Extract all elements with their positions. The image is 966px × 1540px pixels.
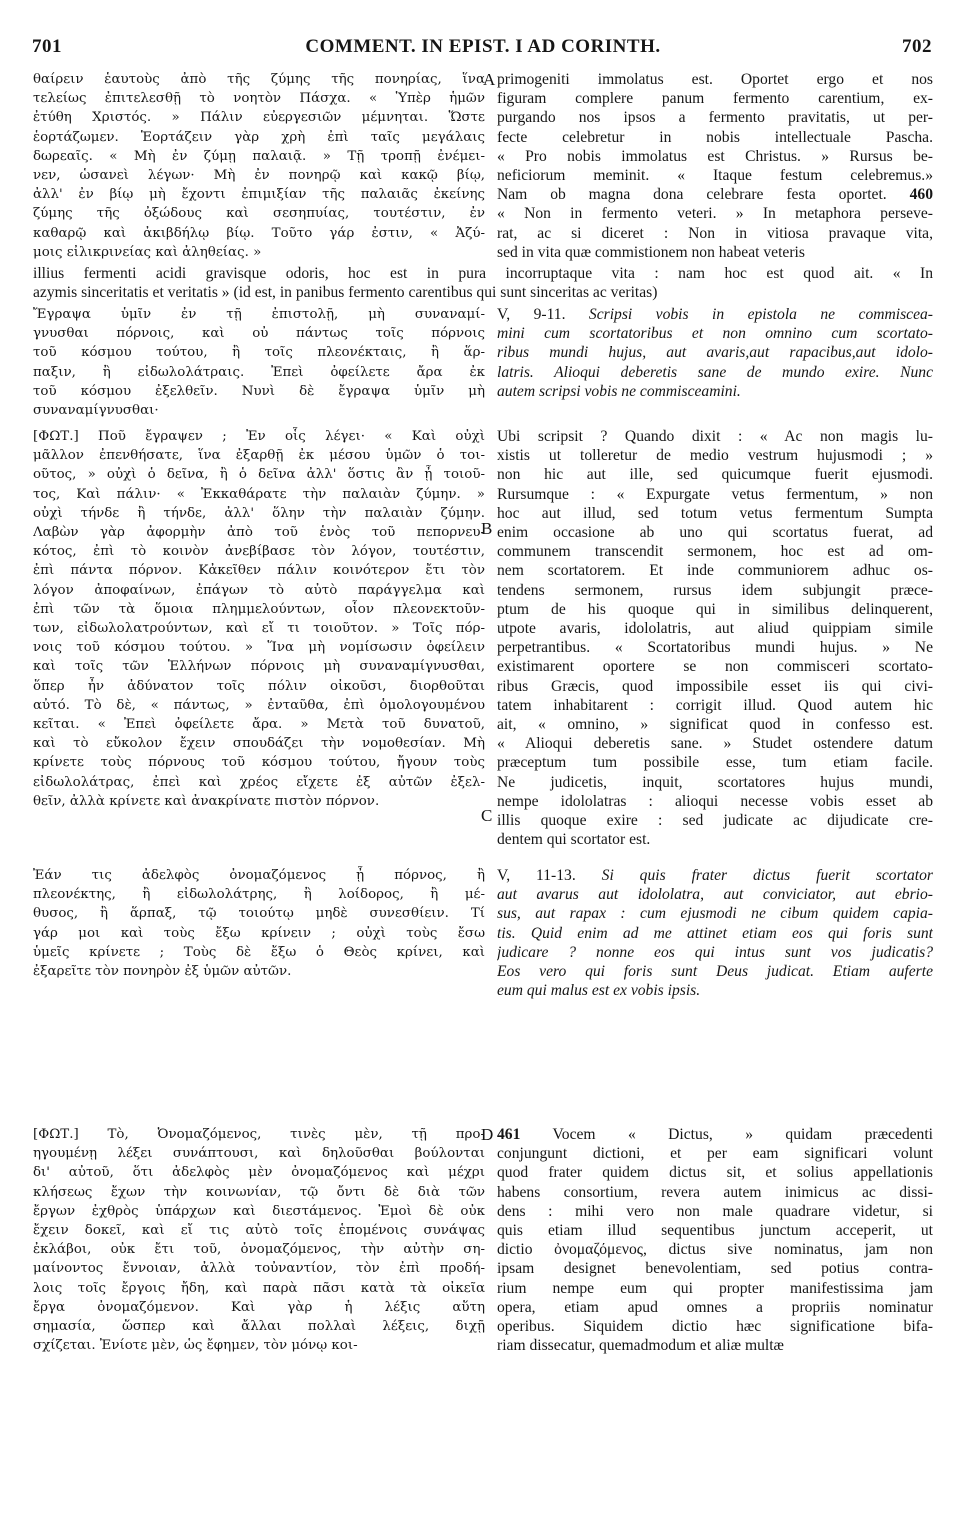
latin-column-block-4	[497, 866, 933, 1000]
text-line	[497, 485, 933, 504]
line-text: γάρ μοι καὶ τοὺς ἔξω κρίνειν ; οὐχὶ τοὺς ἔσω	[33, 925, 485, 941]
text-line	[33, 465, 485, 484]
text-line	[33, 1298, 485, 1317]
text-line	[33, 1240, 485, 1259]
text-line	[33, 305, 485, 324]
line-text: ἐξαρεῖτε τὸν πονηρὸν ἐξ ὑμῶν αὐτῶν.	[33, 964, 292, 980]
line-text: [ΦΩΤ.] Ποῦ ἔγραψεν ; Ἐν οἷς λέγει· « Καὶ οὐχὶ	[33, 429, 485, 444]
text-line	[33, 1336, 485, 1355]
page-number-right: 702	[902, 36, 932, 57]
text-line	[33, 108, 485, 127]
text-line	[33, 696, 485, 715]
line-text: præceptum tum possibile esse, tum etiam facile.	[497, 754, 933, 772]
line-text: τελείως ἐπιτελεσθῇ τὸ νοητὸν Πάσχα. « Ὑπὲρ ἡμῶν	[33, 91, 485, 107]
verse-reference: V, 11-13.	[497, 867, 602, 884]
text-line	[497, 324, 933, 343]
line-text: μοις εἰλικρινείας καὶ ἀληθείας. »	[33, 244, 262, 260]
text-line	[497, 1298, 933, 1317]
text-line	[497, 696, 933, 715]
text-line	[497, 885, 933, 904]
line-text: των, εἰδωλολατρούντων, καὶ εἴ τι τοιοῦτον. » Τοῖς πόρ-	[33, 621, 485, 637]
text-line	[497, 830, 933, 849]
text-line	[497, 1317, 933, 1336]
text-line	[33, 581, 485, 600]
text-line	[497, 89, 933, 108]
line-text: κεῖται. « Ἐπεὶ ὀφείλετε ἄρα. » Μετὰ τοῦ δυνατοῦ,	[33, 717, 485, 733]
line-text: οῦτος, » οὐχὶ ὁ δεῖνα, ἢ ὁ δεῖνα ἀλλ' ὅστις ἂν ᾖ τοιοῦ-	[33, 467, 485, 483]
text-line	[497, 465, 933, 484]
line-text: nem scortatorem. Et inde communiorem adhuc os-	[497, 562, 933, 580]
text-line	[497, 305, 933, 324]
line-text: συναναμίγνυσθαι·	[33, 403, 159, 419]
line-text: νεν, ὡσανεὶ λέγων· Μὴ ἐν πονηρῷ καὶ κακῷ βίῳ,	[33, 168, 485, 184]
margin-letter-c: C	[481, 806, 493, 825]
line-text: παξιν, ἢ εἰδωλολάτραις. Ἐπεὶ ὀφείλετε ἄρα ἐκ	[33, 364, 485, 380]
margin-letter-d: D	[481, 1125, 494, 1144]
text-line	[497, 128, 933, 147]
text-line	[33, 600, 485, 619]
line-text: [ΦΩΤ.] Τὸ, Ὀνομαζόμενος, τινὲς μὲν, τῇ προ-	[33, 1127, 485, 1142]
latin-column-block-3	[497, 427, 933, 849]
line-text: ribus Græcis, quod impossibile esset iis qui civi-	[497, 677, 933, 695]
text-line	[497, 204, 933, 223]
line-text: aut avarus aut idololatra, aut conviciator, aut ebrio-	[497, 886, 933, 904]
text-line	[33, 1183, 485, 1202]
text-line	[497, 427, 933, 446]
line-text: nempe idololatras : alioqui necesse vobis esset ab	[497, 792, 933, 810]
line-text: rat, ac si diceret : Non in vitiosa pravaque vita,	[497, 224, 933, 242]
text-line	[497, 715, 933, 734]
line-text: ἐπὶ τῶν τὰ ὅμοια πλημμελούντων, οἷον πλεονεκτοῦν-	[33, 601, 485, 617]
line-text: δι' αὐτοῦ, ὅτι ἀδελφὸς μὲν ὀνομαζόμενος καὶ μέχρι	[33, 1165, 485, 1181]
marginal-page-number: 461	[497, 1126, 521, 1143]
text-line	[497, 1336, 933, 1355]
line-text: Rursumque : « Expurgate vetus fermentum, » non	[497, 485, 933, 503]
line-text: tis. Quid enim ad me attinet etiam eos qui foris sunt	[497, 924, 933, 942]
running-header	[0, 36, 966, 60]
line-text: fecte celebretur in nobis intellectuale Pascha.	[497, 128, 933, 146]
text-line	[33, 446, 485, 465]
text-line	[33, 504, 485, 523]
line-text: ἐπὶ πάντα πόρνον. Κἀκεῖθεν πάλιν κοινότερον ἔτι τὸν	[33, 563, 485, 579]
greek-column-block-2	[33, 305, 485, 420]
line-text: κλήσεως ἔχων τὴν κοινωνίαν, τῷ ὄντι δὲ διὰ τῶν	[33, 1184, 485, 1200]
line-text: αὐτό. Τὸ δὲ, « πάντως, » ἐνταῦθα, ἐπὶ ὁμολογουμένου	[33, 697, 485, 713]
text-line	[497, 619, 933, 638]
line-text: γνυσθαι πόρνοις, καὶ οὐ πάντως τοῖς πόρνοις	[33, 326, 485, 342]
text-line	[33, 677, 485, 696]
line-text: sus, aut rapax : cum ejusmodi ne cibum quidem capia-	[497, 905, 933, 923]
text-line	[497, 811, 933, 830]
line-text: enim occasione ab uno qui scortatus fuerat, ad	[497, 524, 933, 542]
text-line	[33, 866, 485, 885]
line-text: οὐχὶ τήνδε ἢ τήνδε, ἀλλ' ὅλην τὴν παλαιὰν ζύμην.	[33, 505, 485, 521]
line-text: latris. Alioqui deberetis sane de mundo exire. Nunc	[497, 363, 933, 381]
line-text: conjungunt dictioni, et per eam significari volunt	[497, 1145, 933, 1163]
text-line	[497, 657, 933, 676]
line-text: Ubi scripsit ? Quando dixit : « Ac non magis lu-	[497, 428, 933, 445]
line-text: Λαβὼν γὰρ ἀφορμὴν ἀπὸ τοῦ ἑνὸς τοῦ πεπορνευ-	[33, 525, 485, 541]
line-text: rium nempe eum qui propter manifestissima jam	[497, 1279, 933, 1297]
line-text: Ἐάν τις ἀδελφὸς ὀνομαζόμενος ᾖ πόρνος, ἢ	[33, 868, 485, 883]
line-text: perpetrantibus. « Scortatoribus mundi hujus. » Ne	[497, 639, 933, 657]
text-line	[33, 224, 485, 243]
text-line	[497, 866, 933, 885]
text-line	[497, 1240, 933, 1259]
line-text: λοις τοῖς ἔργοις ἤδη, καὶ παρὰ πᾶσι κατὰ τὰ οἰκεῖα	[33, 1280, 485, 1296]
page-number-left: 701	[32, 36, 62, 57]
text-line	[33, 523, 485, 542]
line-text: τος, Καὶ πάλιν· « Ἐκκαθάρατε τὴν παλαιὰν ζύμην. »	[33, 486, 485, 502]
line-text: Ἔγραψα ὑμῖν ἐν τῇ ἐπιστολῇ, μὴ συναναμί-	[33, 307, 485, 322]
line-text: καὶ τὸ εὔκολον ἔχειν σπουδάζει τὴν νομοθεσίαν. Μὴ	[33, 736, 485, 752]
line-text: ἑορτάζωμεν. Ἑορτάζειν γὰρ χρὴ ἐπὶ ταῖς μεγάλαις	[33, 129, 485, 145]
text-line	[497, 523, 933, 542]
text-line	[33, 283, 933, 302]
line-text: communem transcendit sermonem, hoc est ad om-	[497, 543, 933, 561]
line-text: ἔργων ἐχθρὸς ὑπάρχων καὶ διεστάμενος. Ἐμοὶ δὲ οὐκ	[33, 1203, 485, 1219]
text-line	[497, 981, 933, 1000]
line-text: δωρεαῖς. « Μὴ ἐν ζύμῃ παλαιᾷ. » Τῇ τροπῇ ἐνέμει-	[33, 148, 485, 164]
text-line	[497, 70, 933, 89]
text-line	[33, 904, 485, 923]
text-line	[497, 108, 933, 127]
marginal-page-number: 460	[909, 186, 933, 204]
text-line	[497, 363, 933, 382]
text-line	[33, 147, 485, 166]
text-line	[33, 485, 485, 504]
text-line	[497, 677, 933, 696]
line-text: « Pro nobis immolatus est Christus. » Rursus be-	[497, 147, 933, 165]
text-line	[33, 734, 485, 753]
text-line	[33, 1163, 485, 1182]
line-text: tendens sermonem, rursus idem subjungit præce-	[497, 581, 933, 599]
text-line	[33, 324, 485, 343]
text-line	[33, 962, 485, 981]
running-title: COMMENT. IN EPIST. I AD CORINTH.	[305, 36, 661, 57]
text-line	[497, 504, 933, 523]
line-text: illius fermenti acidi gravisque odoris, hoc est in pura incorruptaque vita : nam hoc est quod ait. « In	[33, 265, 933, 282]
text-line	[497, 561, 933, 580]
line-text: ait, « omnino, » significat quod in confesso est.	[497, 716, 933, 734]
latin-column-block-2	[497, 305, 933, 401]
line-text: πλεονέκτης, ἢ εἰδωλολάτρης, ἢ λοίδορος, ἢ μέ-	[33, 887, 485, 903]
line-text: sed in vita quæ commistionem non habeat veteris	[497, 243, 805, 261]
line-text: riam dissecatur, quemadmodum et aliæ multæ	[497, 1337, 784, 1355]
line-text: ηγουμένῃ λέξει συνάπτουσι, καὶ δηλοῦσθαι βούλονται	[33, 1146, 485, 1162]
line-text: Si quis frater dictus fuerit scortator	[601, 867, 933, 884]
text-line	[497, 1163, 933, 1182]
line-text: θαίρειν ἑαυτοὺς ἀπὸ τῆς ζύμης τῆς πονηρίας, ἵνα	[33, 72, 485, 87]
text-line	[33, 885, 485, 904]
text-line	[497, 753, 933, 772]
text-line	[497, 343, 933, 362]
text-line	[33, 401, 485, 420]
greek-column-block-5	[33, 1125, 485, 1355]
line-text: ὅπερ ἦν ἀδύνατον τοῖς πόλιν οἰκοῦσι, διορθοῦται	[33, 678, 485, 694]
text-line	[497, 382, 933, 401]
text-line	[33, 382, 485, 401]
text-line	[497, 943, 933, 962]
line-text: hoc aut illud, sed totum vetus fermentum Sumpta	[497, 504, 933, 522]
line-text: utpote avaris, idololatris, aut aliud quippiam simile	[497, 620, 933, 638]
text-line	[497, 147, 933, 166]
latin-column-block-5	[497, 1125, 933, 1355]
text-line	[33, 619, 485, 638]
line-text: ἔχειν δοκεῖ, καὶ εἴ τις αὐτὸ τοῖς ἑπομένοις συνάψας	[33, 1223, 485, 1239]
text-line	[497, 600, 933, 619]
line-text: κρίνετε τοὺς πόρνους τοῦ κόσμου τούτου, ἤγουν τοὺς	[33, 755, 485, 771]
text-line	[497, 1279, 933, 1298]
line-text: illis quoque exire : sed judicate ac dijudicate cre-	[497, 812, 933, 830]
line-text: Ne judicetis, inquit, scortatores hujus mundi,	[497, 773, 933, 791]
line-text: λόγον ἀποφαίνων, ἐπάγων τὸ αὐτὸ παράγγελμα καὶ	[33, 582, 485, 598]
text-line	[497, 773, 933, 792]
line-text: non hic aut ille, sed quicumque fuerit ejusmodi.	[497, 466, 933, 484]
line-text: tatem inhabitarent : corrigit illud. Quod autem hic	[497, 696, 933, 714]
text-line	[497, 581, 933, 600]
line-text: dens : mihi vero non male quadrare videtur, si	[497, 1202, 933, 1220]
line-text: xistis ut tolleretur de medio vestrum hujusmodi ; »	[497, 447, 933, 465]
text-line	[497, 224, 933, 243]
line-text: ἔργα ὀνομαζόμενον. Καὶ γὰρ ἡ λέξις αὕτη	[33, 1299, 485, 1315]
text-line	[497, 1259, 933, 1278]
line-text: νοις τοῦ κόσμου τούτου. » Ἵνα μὴ νομίσωσιν ὀφείλειν	[33, 640, 485, 656]
line-text: quod frater quidem dictus sit, et solius appellationis	[497, 1164, 933, 1182]
line-text: primogeniti immolatus est. Oportet ergo et nos	[497, 71, 933, 88]
line-text: neficiorum meminit. « Itaque festum celebremus.»	[497, 167, 933, 185]
margin-letter-b: B	[481, 519, 493, 538]
text-line	[497, 962, 933, 981]
text-line	[33, 638, 485, 657]
line-text: existimarent oportere se non commisceri scortato-	[497, 658, 933, 676]
line-text: τοῦ κόσμου ἐξελθεῖν. Νυνὶ δὲ ἔγραψα ὑμῖν μὴ	[33, 383, 485, 399]
text-line	[33, 1202, 485, 1221]
line-text: dictio ὀνομαζόμενος, dictus sive nominatus, jam non	[497, 1241, 933, 1259]
text-line	[33, 1259, 485, 1278]
line-text: mini cum scortatoribus et non omnino cum scortato-	[497, 325, 933, 343]
greek-column-block-3	[33, 427, 485, 811]
text-line	[497, 243, 933, 262]
greek-column-block-1	[33, 70, 485, 262]
margin-letter-a: A	[483, 70, 496, 89]
text-line	[497, 792, 933, 811]
text-line	[33, 427, 485, 446]
text-line	[497, 446, 933, 465]
line-text: autem scripsi vobis ne commisceamini.	[497, 382, 741, 400]
text-line	[33, 542, 485, 561]
text-line	[33, 264, 933, 283]
text-line	[497, 638, 933, 657]
line-text: purgando nos ipsos a fermento pravitatis, ut per-	[497, 109, 933, 127]
line-text: habens consortium, revera autem inimicus ac dissi-	[497, 1183, 933, 1201]
text-line	[497, 904, 933, 923]
line-text: μαίνοντος ἔννοιαν, ἀλλὰ τοὐναντίον, τὸν ἐπὶ προδή-	[33, 1261, 485, 1277]
line-text: κότος, ἐπὶ τὸ κοινὸν ἀνεβίβασε τὸν λόγον, τουτέστιν,	[33, 544, 485, 560]
line-text: μᾶλλον ἐπενθήσατε, ἵνα ἐξαρθῇ ἐκ μέσου ὑμῶν ὁ τοι-	[33, 448, 485, 464]
line-text: « Non in fermento veteri. » In metaphora perseve-	[497, 205, 933, 223]
latin-column-block-1	[497, 70, 933, 262]
line-text: Scripsi vobis in epistola ne commiscea-	[588, 306, 933, 323]
line-text: ἐκλάβοι, οὐκ ἔτι τοῦ, ὀνομαζόμενος, τὴν αὐτὴν ση-	[33, 1242, 485, 1258]
line-text: Vocem « Dictus, » quidam præcedenti	[552, 1126, 933, 1143]
line-text: dentem qui scortator est.	[497, 831, 651, 849]
line-text: θυσος, ἢ ἅρπαξ, τῷ τοιούτῳ μηδὲ συνεσθίειν. Τί	[33, 906, 485, 922]
text-line	[33, 363, 485, 382]
greek-column-block-4	[33, 866, 485, 981]
text-line	[497, 1221, 933, 1240]
text-line	[33, 657, 485, 676]
line-text: θεῖν, ἀλλὰ κρίνετε καὶ ἀνακρίνατε πιστὸν πόρνον.	[33, 793, 380, 809]
line-text: σχίζεται. Ἐνίοτε μὲν, ὡς ἔφημεν, τὸν μόνῳ κοι-	[33, 1338, 358, 1354]
line-text: operibus. Siquidem dictio hæc significatione bifa-	[497, 1318, 933, 1336]
text-line	[497, 1144, 933, 1163]
line-text: judicare ? nonne eos qui intus sunt vos judicatis?	[497, 943, 933, 961]
line-text: τοῦ κόσμου τούτου, ἢ τοῖς πλεονέκταις, ἢ ἅρ-	[33, 345, 485, 361]
text-line	[33, 561, 485, 580]
text-line	[33, 924, 485, 943]
line-text: καὶ τοῖς τῶν Ἑλλήνων πόρνοις μὴ συναναμίγνυσθαι,	[33, 659, 485, 675]
text-line	[33, 1279, 485, 1298]
text-line	[497, 924, 933, 943]
text-line	[497, 542, 933, 561]
line-text: σημασία, ὥσπερ καὶ ἄλλαι πολλαὶ λέξεις, διχῇ	[33, 1319, 485, 1335]
text-line	[33, 943, 485, 962]
line-text: εἰδωλολάτρας, ἐπεὶ καὶ χρέος εἴχετε ἐξ αὐτῶν ἐξελ-	[33, 774, 485, 790]
line-text: ζύμης τῆς ὀξώδους καὶ σεσηπυίας, τουτέστιν, ἐν	[33, 206, 485, 222]
text-line	[33, 204, 485, 223]
line-text: quis etiam illud sequentibus junctum acceperit, ut	[497, 1222, 933, 1240]
text-line	[33, 243, 485, 262]
line-text: opera, etiam apud omnes a propriis nominatur	[497, 1298, 933, 1316]
line-text: azymis sinceritatis et veritatis » (id est, in panibus fermento carentibus qui sunt sinceritas ac veritas)	[33, 284, 658, 302]
line-text: ipsam designet benevolentiam, sed potius contra-	[497, 1260, 933, 1278]
text-line	[33, 1144, 485, 1163]
text-line	[497, 185, 933, 204]
full-width-text	[33, 264, 933, 302]
line-text: « Alioqui deberetis sane. » Studet ostendere datum	[497, 735, 933, 753]
line-text: ptum de his quoque qui in similibus delinquerent,	[497, 600, 933, 618]
text-line	[33, 715, 485, 734]
text-line	[33, 128, 485, 147]
text-line	[33, 1221, 485, 1240]
text-line	[33, 773, 485, 792]
text-line	[33, 185, 485, 204]
text-line	[497, 166, 933, 185]
line-text: figuram complere panum fermento carentium, ex-	[497, 90, 933, 108]
text-line	[33, 89, 485, 108]
line-text: ὑμεῖς κρίνετε ; Τοὺς δὲ ἔξω ὁ Θεὸς κρίνει, καὶ	[33, 944, 485, 960]
text-line	[497, 1183, 933, 1202]
text-line	[33, 1317, 485, 1336]
text-line	[497, 1125, 933, 1144]
line-text: ἀλλ' ἐν βίῳ μὴ ἔχοντι ἐπιμιξίαν τῆς παλαιᾶς ἐκείνης	[33, 187, 485, 203]
text-line	[33, 753, 485, 772]
text-line	[33, 70, 485, 89]
text-line	[33, 792, 485, 811]
text-line	[33, 1125, 485, 1144]
text-line	[497, 1202, 933, 1221]
text-line	[33, 343, 485, 362]
line-text: ribus mundi hujus, aut avaris,aut rapacibus,aut idolo-	[497, 344, 933, 362]
line-text: eum qui malus est ex vobis ipsis.	[497, 982, 701, 1000]
text-line	[33, 166, 485, 185]
line-text: καθαρῷ καὶ ἀκιβδήλῳ βίῳ. Τοῦτο γάρ ἐστιν, « Ἀζύ-	[33, 225, 485, 241]
verse-reference: V, 9-11.	[497, 306, 589, 323]
text-line	[497, 734, 933, 753]
line-text: ἐτύθη Χριστός. » Πάλιν εὐεργεσιῶν μέμνηται. Ὥστε	[33, 110, 485, 126]
line-text: Eos vero qui foris sunt Deus judicat. Etiam auferte	[497, 963, 933, 981]
line-text: Nam ob magna dona celebrare festa oportet.	[497, 186, 887, 204]
